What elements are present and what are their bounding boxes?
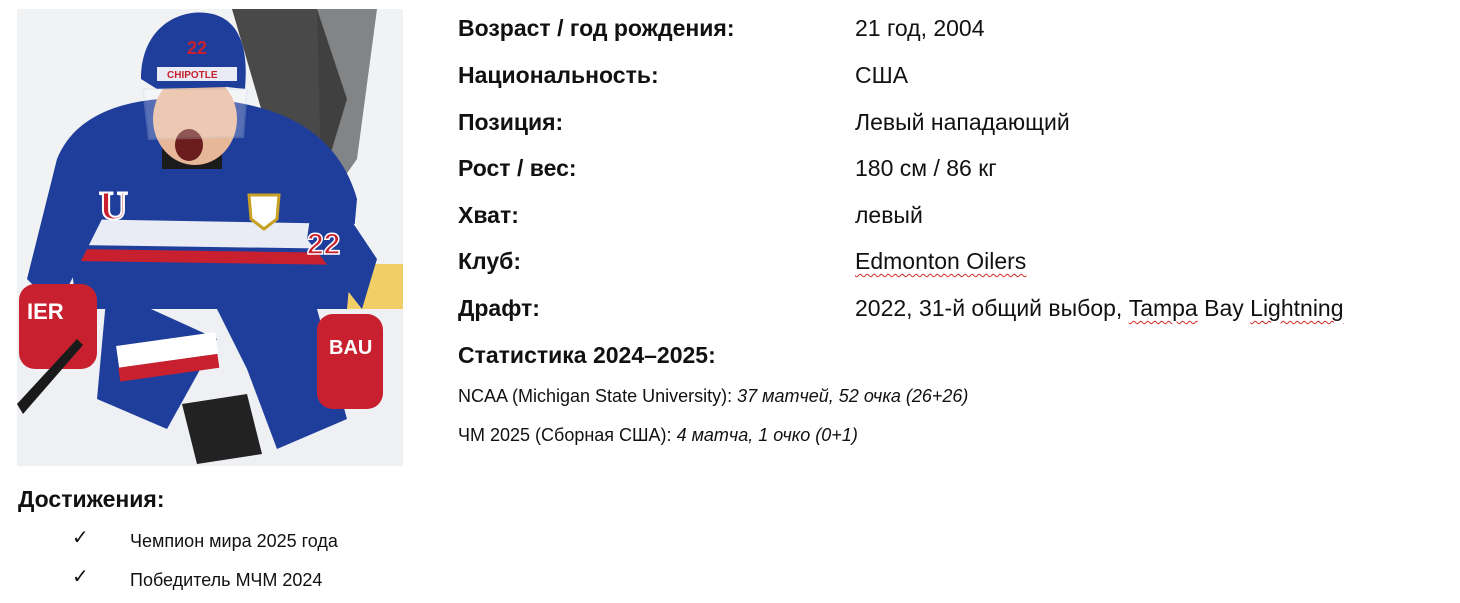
- profile-row-nationality: [458, 58, 1448, 92]
- helmet-number: 22: [187, 38, 208, 58]
- draft-team-word-2: Lightning: [1250, 295, 1344, 321]
- stat-line-wc: [458, 422, 858, 448]
- glove-brand-right: BAU: [329, 337, 373, 359]
- stat-ncaa-prefix: NCAA (Michigan State University):: [458, 386, 738, 406]
- height-weight-value: 180 см / 86 кг: [855, 155, 997, 181]
- stat-wc-prefix: ЧМ 2025 (Сборная США):: [458, 425, 677, 445]
- profile-row-position: [458, 105, 1448, 139]
- draft-label: Драфт:: [458, 295, 540, 321]
- profile-row-age: [458, 11, 1448, 45]
- jersey-number: 22: [307, 228, 341, 261]
- profile-row-club: [458, 244, 1448, 278]
- grip-label: Хват:: [458, 202, 519, 228]
- achievement-text: Чемпион мира 2025 года: [130, 531, 338, 551]
- draft-value-prefix: 2022, 31-й общий выбор,: [855, 295, 1129, 321]
- age-value: 21 год, 2004: [855, 15, 985, 41]
- stat-ncaa-detail: 37 матчей, 52 очка (26+26): [737, 386, 969, 406]
- helmet-sponsor: CHIPOTLE: [167, 70, 218, 81]
- draft-value: [855, 291, 1344, 325]
- nationality-label: Национальность:: [458, 62, 659, 88]
- jersey-letter: U: [99, 183, 128, 228]
- club-label: Клуб:: [458, 248, 522, 274]
- draft-team-word-mid: Bay: [1197, 295, 1251, 321]
- checkmark-icon: ✓: [72, 525, 89, 549]
- profile-row-draft: [458, 291, 1448, 325]
- achievement-text: Победитель МЧМ 2024: [130, 570, 323, 590]
- checkmark-icon: ✓: [72, 564, 89, 588]
- profile-row-height-weight: [458, 151, 1448, 185]
- height-weight-label: Рост / вес:: [458, 155, 577, 181]
- age-label: Возраст / год рождения:: [458, 15, 735, 41]
- club-value: Edmonton Oilers: [855, 248, 1027, 274]
- draft-team-word-1: Tampa: [1128, 295, 1198, 321]
- position-value: Левый нападающий: [855, 109, 1070, 135]
- profile-row-grip: [458, 198, 1448, 232]
- grip-value: левый: [855, 202, 923, 228]
- stats-title: Статистика 2024–2025:: [458, 342, 716, 368]
- player-photo: [17, 9, 403, 466]
- stat-line-ncaa: [458, 383, 968, 409]
- glove-brand-left: IER: [27, 299, 64, 324]
- position-label: Позиция:: [458, 109, 564, 135]
- nationality-value: США: [855, 62, 909, 88]
- stat-wc-detail: 4 матча, 1 очко (0+1): [676, 425, 858, 445]
- achievements-title: Достижения:: [18, 486, 165, 512]
